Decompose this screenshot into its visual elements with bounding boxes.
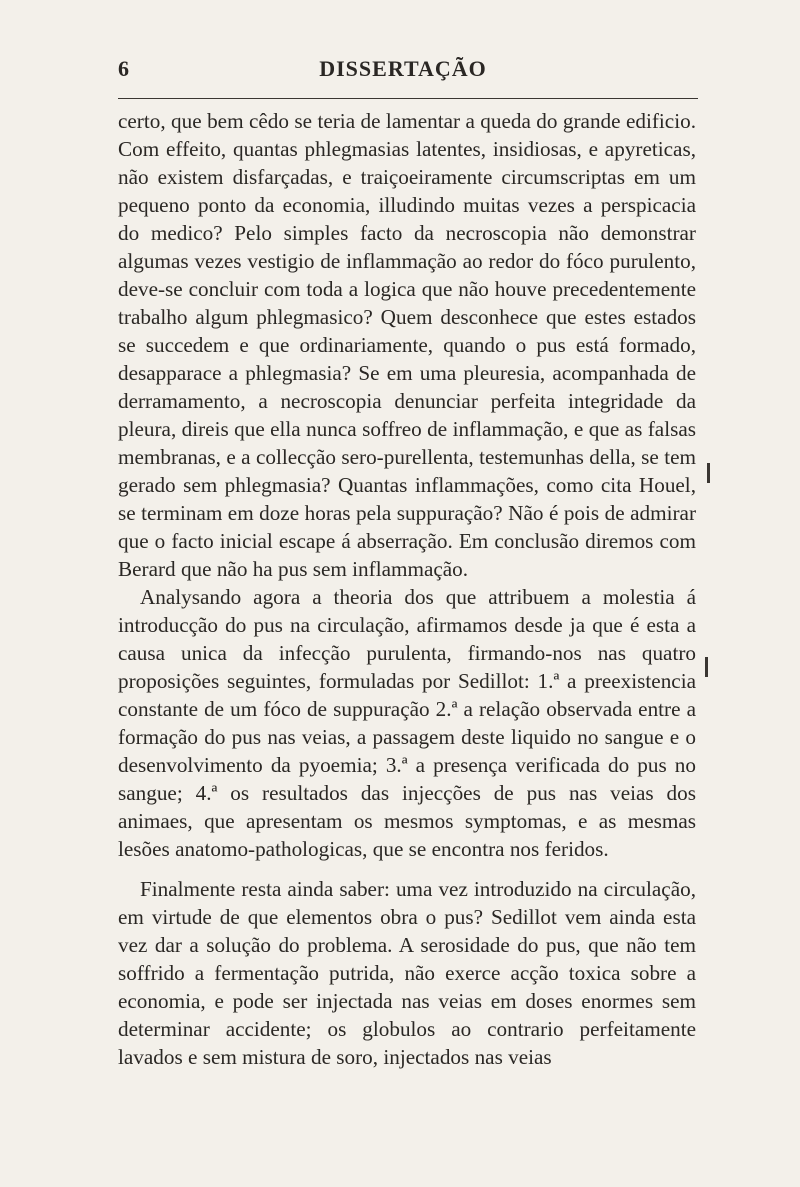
header-rule xyxy=(118,98,698,99)
page-number: 6 xyxy=(118,56,129,81)
paragraph-2: Analysando agora a theoria dos que attribuem a molestia á introducção do pus na circulação, afirmamos desde ja que é esta a causa unica da infecção purulenta, firmando-nos nas quatro proposições seguintes, formuladas por Sedillot: 1.ª a preexistencia constante de um fóco de suppuração 2.ª a relação observada entre a formação do pus nas veias, a passagem deste liquido no sangue e o desenvolvimento da pyoemia; 3.ª a presença verificada do pus no sangue; 4.ª os resultados das injecções de pus nas veias dos animaes, que apresentam os mesmos symptomas, e as mesmas lesões anatomo-pathologicas, que se encontra nos feridos. xyxy=(118,585,696,861)
page-header xyxy=(118,56,688,86)
paragraph-3: Finalmente resta ainda saber: uma vez introduzido na circulação, em virtude de que elementos obra o pus? Sedillot vem ainda esta vez dar a solução do problema. A serosidade do pus, que não tem soffrido a fermentação putrida, não exerce acção toxica sobre a economia, e pode ser injectada nas veias em doses enormes sem determinar accidente; os globulos ao contrario perfeitamente lavados e sem mistura de soro, injectados nas veias xyxy=(118,877,696,1069)
margin-mark xyxy=(705,657,708,677)
running-head: DISSERTAÇÃO xyxy=(319,56,487,81)
margin-mark xyxy=(707,463,710,483)
body-text xyxy=(118,107,696,1071)
paragraph-1: certo, que bem cêdo se teria de lamentar a queda do grande edificio. Com effeito, quantas phlegmasias latentes, insidiosas, e apyreticas, não existem disfarçadas, e traiçoeiramente circumscriptas em um pequeno ponto da economia, illudindo muitas vezes a perspicacia do medico? Pelo simples facto da necroscopia não demonstrar algumas vezes vestigio de inflammação ao redor do fóco purulento, deve-se concluir com toda a logica que não houve precedentemente trabalho algum phlegmasico? Quem desconhece que estes estados se succedem e que ordinariamente, quando o pus está formado, desapparace a phlegmasia? Se em uma pleuresia, acompanhada de derramamento, a necroscopia denunciar perfeita integridade da pleura, direis que ella nunca soffreo de inflammação, e que as falsas membranas, e a collecção sero-purellenta, testemunhas della, se tem gerado sem phlegmasia? Quantas inflammações, como cita Houel, se terminam em doze horas pela suppuração? Não é pois de admirar que o facto inicial escape á abserração. Em conclusão diremos com Berard que não ha pus sem inflammação. xyxy=(118,109,696,581)
